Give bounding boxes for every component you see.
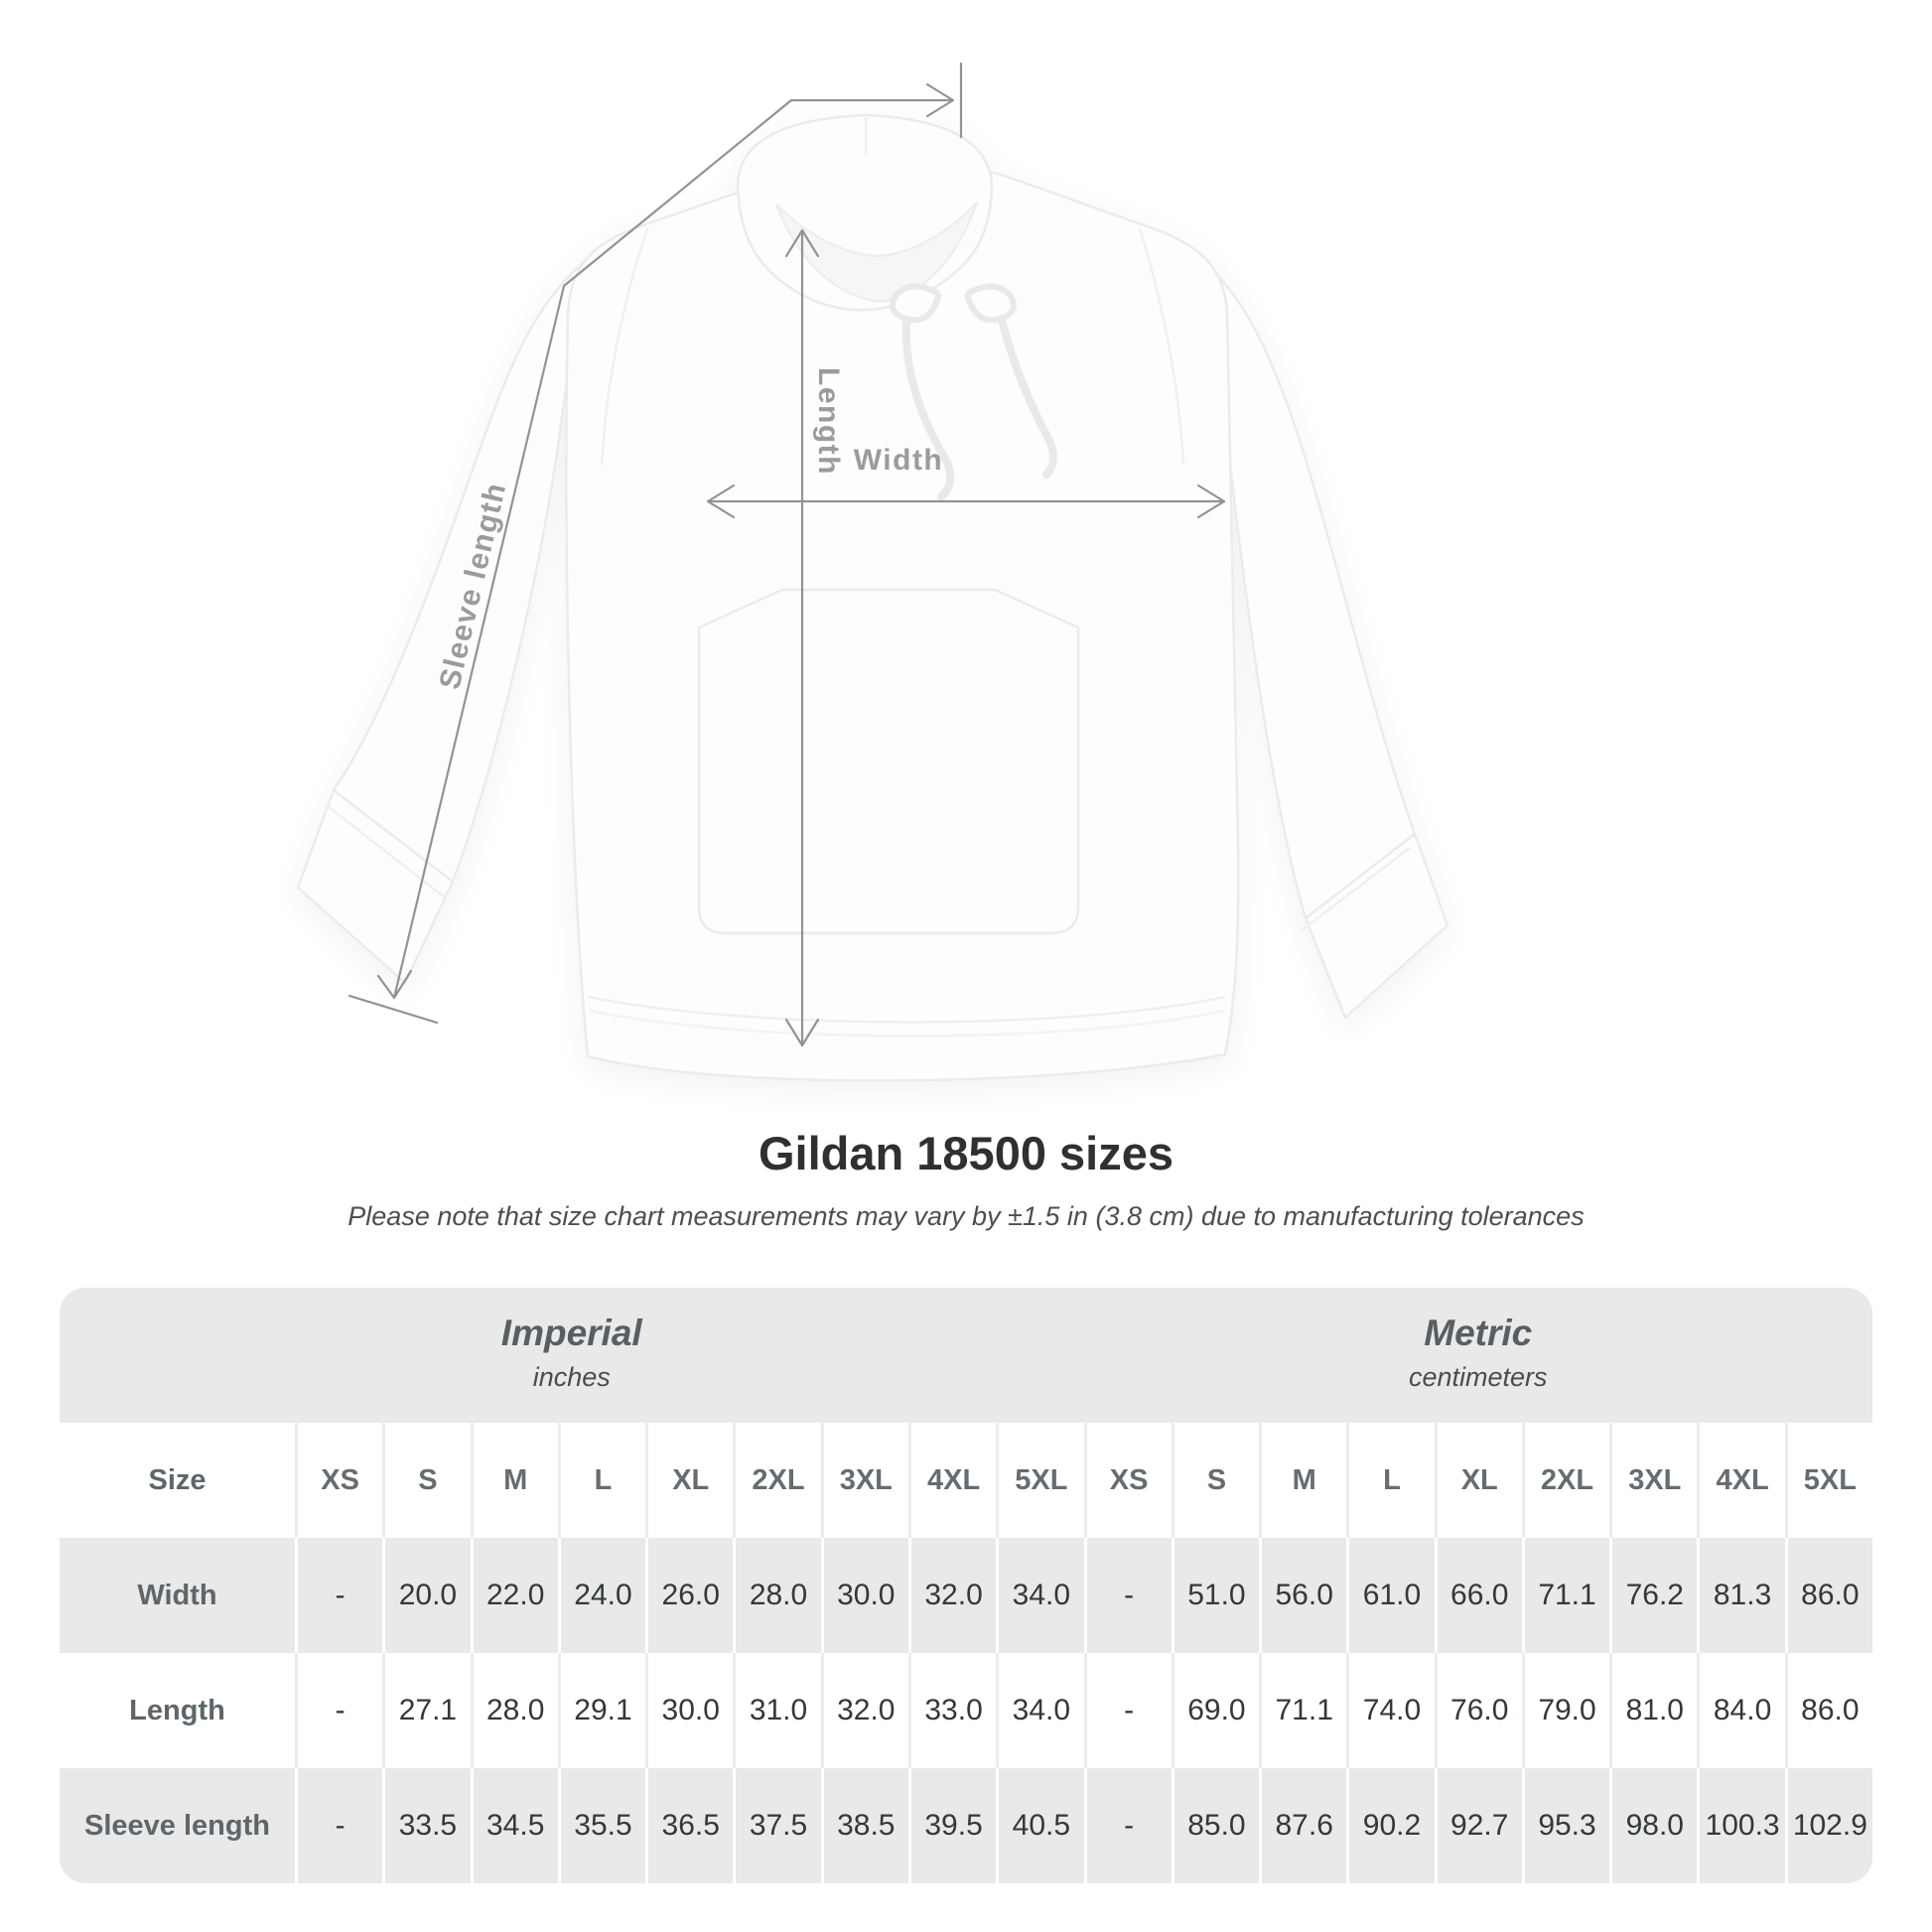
size-column-header: 3XL [821, 1423, 908, 1538]
width-imperial-value: 24.0 [558, 1538, 645, 1653]
sleeve-imperial-value: 40.5 [996, 1768, 1083, 1883]
sleeve-metric-value: 92.7 [1435, 1768, 1522, 1883]
length-metric-value: 71.1 [1259, 1653, 1346, 1768]
size-column-header: 4XL [1697, 1423, 1784, 1538]
row-header-length: Length [60, 1653, 295, 1768]
width-metric-value: 81.3 [1697, 1538, 1784, 1653]
sleeve-metric-value: 98.0 [1609, 1768, 1697, 1883]
imperial-unit-name: Imperial [500, 1311, 642, 1353]
sleeve-metric-value: 100.3 [1697, 1768, 1784, 1883]
width-metric-value: 66.0 [1435, 1538, 1522, 1653]
sleeve-imperial-value: 36.5 [645, 1768, 733, 1883]
width-metric-value: 51.0 [1172, 1538, 1259, 1653]
sleeve-metric-value: 102.9 [1785, 1768, 1872, 1883]
width-metric-value: 71.1 [1522, 1538, 1609, 1653]
width-dimension-label: Width [853, 444, 944, 477]
sleeve-imperial-value: 39.5 [908, 1768, 996, 1883]
sleeve-imperial-value: 35.5 [558, 1768, 645, 1883]
width-imperial-value: 28.0 [733, 1538, 820, 1653]
size-column-header: 2XL [733, 1423, 820, 1538]
length-imperial-value: 34.0 [996, 1653, 1083, 1768]
imperial-unit-header [60, 1288, 1084, 1423]
sleeve-metric-value: 90.2 [1346, 1768, 1434, 1883]
length-imperial-value: 32.0 [821, 1653, 908, 1768]
length-imperial-value: 33.0 [908, 1653, 996, 1768]
size-column-header: XL [1435, 1423, 1522, 1538]
width-imperial-value: 34.0 [996, 1538, 1083, 1653]
sleeve-imperial-value: 33.5 [382, 1768, 470, 1883]
size-column-header: 5XL [1785, 1423, 1872, 1538]
size-column-header: 3XL [1609, 1423, 1697, 1538]
hoodie-pocket [699, 590, 1078, 933]
size-column-header: M [1259, 1423, 1346, 1538]
row-header-size: Size [60, 1423, 295, 1538]
imperial-unit-sublabel: inches [532, 1361, 611, 1392]
size-column-header: 4XL [908, 1423, 996, 1538]
tolerance-note: Please note that size chart measurements may vary by ±1.5 in (3.8 cm) due to manufacturing tolerances [347, 1201, 1585, 1231]
size-column-header: S [382, 1423, 470, 1538]
sleeve-metric-value: - [1084, 1768, 1172, 1883]
size-column-header: M [471, 1423, 558, 1538]
size-column-header: L [1346, 1423, 1434, 1538]
width-imperial-value: 20.0 [382, 1538, 470, 1653]
length-imperial-value: 28.0 [471, 1653, 558, 1768]
sleeve-imperial-value: 34.5 [471, 1768, 558, 1883]
sleeve-metric-value: 95.3 [1522, 1768, 1609, 1883]
width-metric-value: 61.0 [1346, 1538, 1434, 1653]
size-table [60, 1288, 1872, 1883]
width-metric-value: - [1084, 1538, 1172, 1653]
sleeve-metric-value: 87.6 [1259, 1768, 1346, 1883]
row-header-width: Width [60, 1538, 295, 1653]
page-title: Gildan 18500 sizes [758, 1127, 1174, 1179]
size-column-header: XL [645, 1423, 733, 1538]
size-column-header: 5XL [996, 1423, 1083, 1538]
sleeve-imperial-value: 37.5 [733, 1768, 820, 1883]
width-imperial-value: - [295, 1538, 382, 1653]
width-imperial-value: 22.0 [471, 1538, 558, 1653]
length-imperial-value: 31.0 [733, 1653, 820, 1768]
length-imperial-value: - [295, 1653, 382, 1768]
length-metric-value: 86.0 [1785, 1653, 1872, 1768]
length-metric-value: 79.0 [1522, 1653, 1609, 1768]
size-column-header: XS [1084, 1423, 1172, 1538]
size-column-header: L [558, 1423, 645, 1538]
length-metric-value: 84.0 [1697, 1653, 1784, 1768]
sleeve-imperial-value: - [295, 1768, 382, 1883]
size-column-header: XS [295, 1423, 382, 1538]
length-metric-value: 76.0 [1435, 1653, 1522, 1768]
width-metric-value: 76.2 [1609, 1538, 1697, 1653]
metric-unit-sublabel: centimeters [1408, 1361, 1548, 1392]
sleeve-imperial-value: 38.5 [821, 1768, 908, 1883]
length-metric-value: - [1084, 1653, 1172, 1768]
width-imperial-value: 26.0 [645, 1538, 733, 1653]
size-column-header: 2XL [1522, 1423, 1609, 1538]
length-dimension-label: Length [812, 367, 845, 476]
length-metric-value: 69.0 [1172, 1653, 1259, 1768]
size-column-header: S [1172, 1423, 1259, 1538]
width-imperial-value: 30.0 [821, 1538, 908, 1653]
length-imperial-value: 30.0 [645, 1653, 733, 1768]
width-metric-value: 86.0 [1785, 1538, 1872, 1653]
width-metric-value: 56.0 [1259, 1538, 1346, 1653]
width-imperial-value: 32.0 [908, 1538, 996, 1653]
length-metric-value: 81.0 [1609, 1653, 1697, 1768]
length-imperial-value: 29.1 [558, 1653, 645, 1768]
length-imperial-value: 27.1 [382, 1653, 470, 1768]
sleeve-metric-value: 85.0 [1172, 1768, 1259, 1883]
sleeve-length-dimension-label: Sleeve length [433, 479, 513, 693]
length-metric-value: 74.0 [1346, 1653, 1434, 1768]
metric-unit-name: Metric [1424, 1311, 1533, 1353]
metric-unit-header [1084, 1288, 1873, 1423]
row-header-sleeve-length: Sleeve length [60, 1768, 295, 1883]
